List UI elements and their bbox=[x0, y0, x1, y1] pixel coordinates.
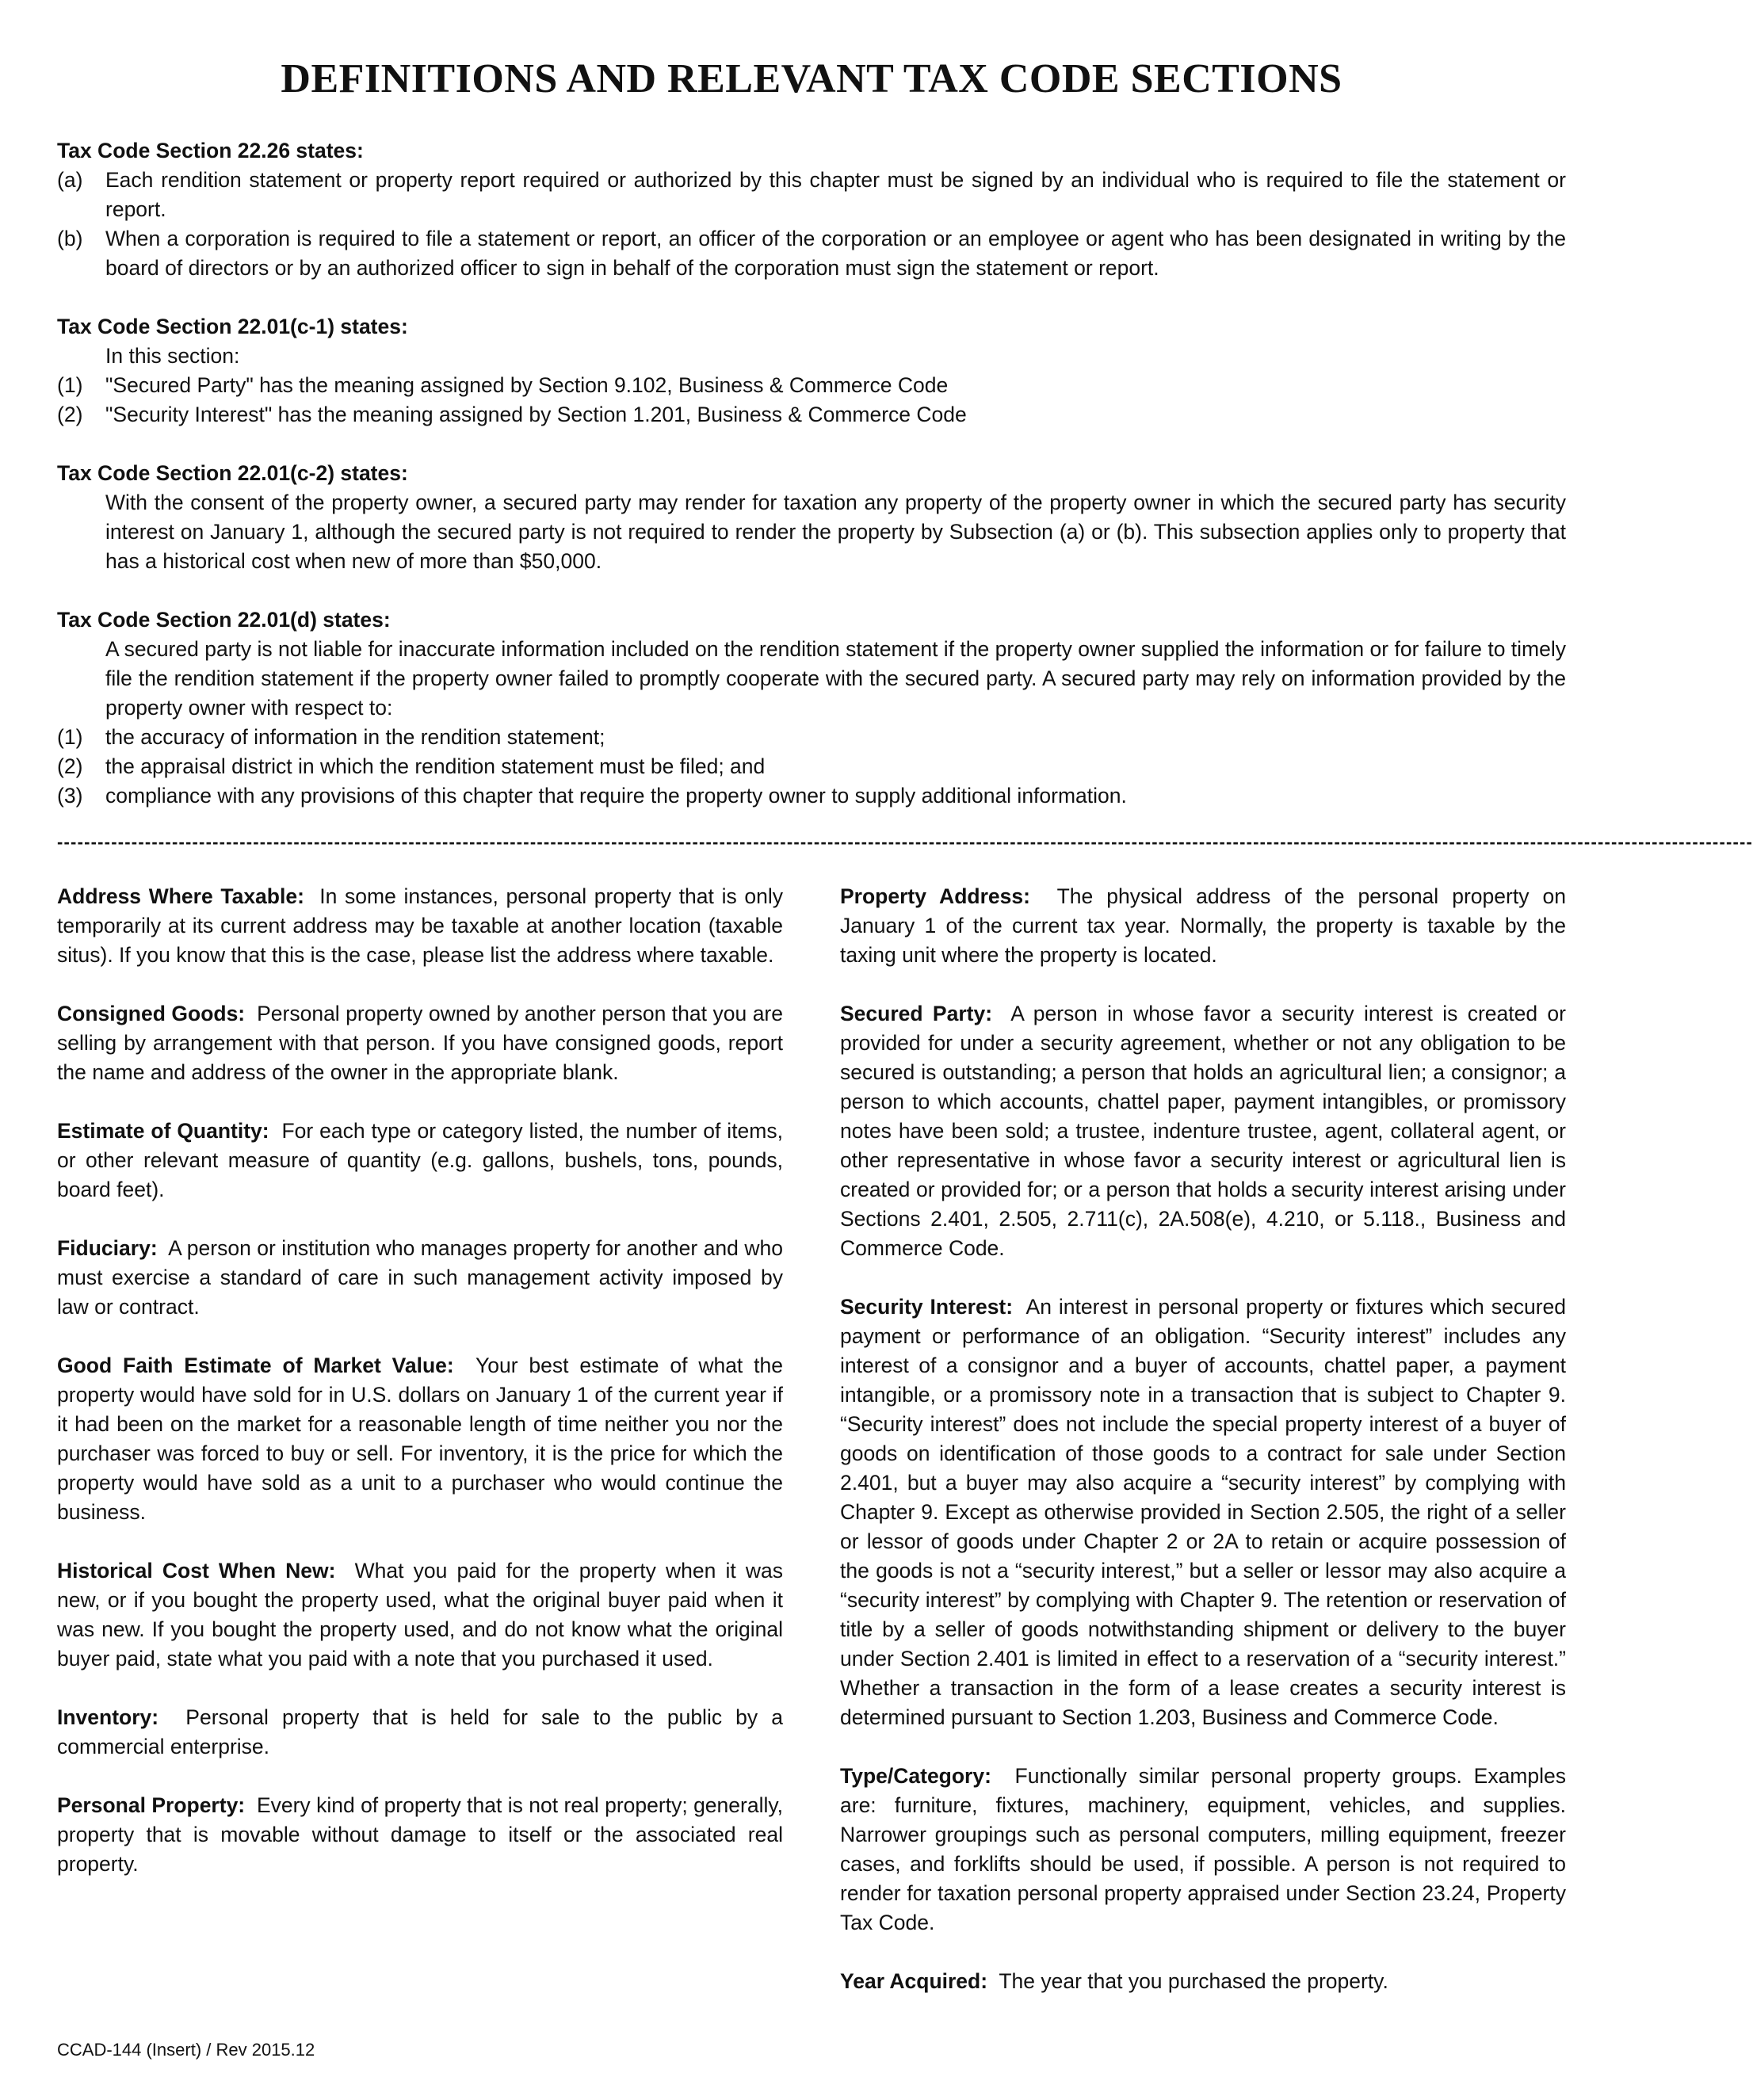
item-number: (2) bbox=[57, 754, 83, 778]
list-item bbox=[57, 371, 1566, 400]
definition-consigned-goods bbox=[57, 999, 783, 1087]
section-heading: Tax Code Section 22.26 states: bbox=[57, 139, 364, 162]
list-item bbox=[57, 224, 1566, 283]
definition-type-category bbox=[840, 1762, 1566, 1938]
definitions-left-column bbox=[57, 882, 783, 1908]
definition-text: Personal property that is held for sale to the public by a commercial enterprise. bbox=[57, 1705, 783, 1758]
definition-text: Your best estimate of what the property would have sold for in U.S. dollars on January 1 of the current year if it had been on the market for a reasonable length of time neither you nor the purchaser was forced to buy or sell. For inventory, it is the price for which the property would have sold as a unit to a purchaser who would continue the business. bbox=[57, 1354, 783, 1524]
definition-term: Inventory: bbox=[57, 1705, 159, 1729]
section-22-26 bbox=[57, 136, 1566, 283]
item-number: (1) bbox=[57, 373, 83, 397]
item-text: compliance with any provisions of this chapter that require the property owner to supply additional information. bbox=[105, 784, 1127, 808]
list-item bbox=[57, 752, 1566, 781]
definition-estimate-of-quantity bbox=[57, 1117, 783, 1205]
list-item bbox=[57, 781, 1566, 811]
section-heading: Tax Code Section 22.01(c-1) states: bbox=[57, 315, 408, 338]
definition-term: Personal Property: bbox=[57, 1793, 246, 1817]
definition-address-where-taxable bbox=[57, 882, 783, 970]
item-number: (2) bbox=[57, 403, 83, 426]
definition-term: Secured Party: bbox=[840, 1002, 993, 1025]
definition-text: For each type or category listed, the number of items, or other relevant measure of quantity (e.g. gallons, bushels, tons, pounds, board feet). bbox=[57, 1119, 783, 1201]
definition-personal-property bbox=[57, 1791, 783, 1879]
page-title: DEFINITIONS AND RELEVANT TAX CODE SECTIONS bbox=[281, 56, 1342, 101]
definition-text: A person in whose favor a security interest is created or provided for under a security agreement, whether or not any obligation to be secured is outstanding; a person that holds an agricultural lien; a consignor; a person to which accounts, chattel paper, payment intangibles, or promissory notes have been sold; a trustee, indenture trustee, agent, collateral agent, or other representative in whose favor a security interest or agricultural lien is created or provided for; or a person that holds a security interest arising under Sections 2.401, 2.505, 2.711(c), 2A.508(e), 4.210, or 5.118., Business and Commerce Code. bbox=[840, 1002, 1566, 1260]
item-text: "Security Interest" has the meaning assigned by Section 1.201, Business & Commerce Code bbox=[105, 403, 967, 426]
definition-term: Year Acquired: bbox=[840, 1969, 988, 1993]
definition-text: An interest in personal property or fixtures which secured payment or performance of an obligation. “Security interest” includes any interest of a consignor and a buyer of accounts, chattel paper, a payment intangible, or a promissory note in a transaction that is subject to Chapter 9. “Security interest” does not include the special property interest of a buyer of goods on identification of those goods to a contract for sale under Section 2.401, but a buyer may also acquire a “security interest” by complying with Chapter 9. Except as otherwise provided in Section 2.505, the right of a seller or lessor of goods under Chapter 2 or 2A to retain or acquire possession of the goods is not a “security interest,” but a seller or lessor may also acquire a “security interest” by complying with Chapter 9. The retention or reservation of title by a seller of goods notwithstanding shipment or delivery to the buyer under Section 2.401 is limited in effect to a reservation of a “security interest.” Whether a transaction in the form of a lease creates a security interest is determined pursuant to Section 1.203, Business and Commerce Code. bbox=[840, 1295, 1566, 1729]
definition-good-faith-estimate bbox=[57, 1351, 783, 1527]
item-text: the accuracy of information in the rendition statement; bbox=[105, 725, 605, 749]
item-text: "Secured Party" has the meaning assigned by Section 9.102, Business & Commerce Code bbox=[105, 373, 949, 397]
definition-inventory bbox=[57, 1703, 783, 1762]
definition-historical-cost bbox=[57, 1556, 783, 1674]
definition-text: The physical address of the personal property on January 1 of the current tax year. Normally, the property is taxable by the taxing unit where the property is located. bbox=[840, 884, 1566, 967]
item-number: (a) bbox=[57, 168, 83, 192]
definition-text: What you paid for the property when it was new, or if you bought the property used, what the original buyer paid when it was new. If you bought the property used, and do not know what the original buyer paid, state what you paid with a note that you purchased it used. bbox=[57, 1559, 783, 1670]
section-intro: In this section: bbox=[105, 344, 240, 368]
list-item bbox=[57, 723, 1566, 752]
definition-term: Fiduciary: bbox=[57, 1236, 158, 1260]
definition-property-address bbox=[840, 882, 1566, 970]
item-text: the appraisal district in which the rendition statement must be filed; and bbox=[105, 754, 766, 778]
definition-text: Functionally similar personal property groups. Examples are: furniture, fixtures, machinery, equipment, vehicles, and supplies. Narrower groupings such as personal computers, milling equipment, freezer cases, and forklifts should be used, if possible. A person is not required to render for taxation personal property appraised under Section 23.24, Property Tax Code. bbox=[840, 1764, 1566, 1934]
definitions-right-column bbox=[840, 882, 1566, 2026]
definition-text: The year that you purchased the property. bbox=[999, 1969, 1388, 1993]
definition-fiduciary bbox=[57, 1234, 783, 1322]
definition-text: Every kind of property that is not real property; generally, property that is movable without damage to itself or the associated real property. bbox=[57, 1793, 784, 1876]
definition-text: In some instances, personal property that is only temporarily at its current address may be taxable at another location (taxable situs). If you know that this is the case, please list the address where taxable. bbox=[57, 884, 783, 967]
definition-term: Property Address: bbox=[840, 884, 1030, 908]
form-footer: CCAD-144 (Insert) / Rev 2015.12 bbox=[57, 2040, 315, 2060]
section-intro: A secured party is not liable for inaccurate information included on the rendition statement if the property owner supplied the information or for failure to timely file the rendition statement if the property owner failed to promptly cooperate with the secured party. A secured party may rely on information provided by the property owner with respect to: bbox=[105, 637, 1566, 720]
section-heading: Tax Code Section 22.01(c-2) states: bbox=[57, 461, 408, 485]
definition-term: Type/Category: bbox=[840, 1764, 991, 1788]
item-number: (3) bbox=[57, 784, 83, 808]
section-intro: With the consent of the property owner, a secured party may render for taxation any property of the property owner in which the secured party has security interest on January 1, although the secured party is not required to render the property by Subsection (a) or (b). This subsection applies only to property that has a historical cost when new of more than $50,000. bbox=[105, 491, 1566, 573]
item-number: (b) bbox=[57, 227, 83, 250]
item-number: (1) bbox=[57, 725, 83, 749]
definition-security-interest bbox=[840, 1292, 1566, 1732]
definition-year-acquired bbox=[840, 1967, 1566, 1996]
section-heading: Tax Code Section 22.01(d) states: bbox=[57, 608, 391, 632]
definition-term: Consigned Goods: bbox=[57, 1002, 246, 1025]
definition-term: Estimate of Quantity: bbox=[57, 1119, 269, 1143]
list-item bbox=[57, 400, 1566, 430]
definition-term: Historical Cost When New: bbox=[57, 1559, 336, 1583]
definition-term: Address Where Taxable: bbox=[57, 884, 304, 908]
dashed-separator: ----------------------------------------------------------------------------------------------------------------------------------------------------------------------------------------------------------------------------------------------------------- bbox=[57, 832, 1753, 852]
item-text: When a corporation is required to file a statement or report, an officer of the corporation or an employee or agent who has been designated in writing by the board of directors or by an authorized officer to sign in behalf of the corporation must sign the statement or report. bbox=[105, 227, 1566, 280]
list-item bbox=[57, 166, 1566, 224]
definition-term: Good Faith Estimate of Market Value: bbox=[57, 1354, 454, 1377]
definition-term: Security Interest: bbox=[840, 1295, 1014, 1319]
definition-secured-party bbox=[840, 999, 1566, 1263]
section-22-01-c1 bbox=[57, 312, 1566, 430]
definition-text: Personal property owned by another person that you are selling by arrangement with that person. If you have consigned goods, report the name and address of the owner in the appropriate blank. bbox=[57, 1002, 783, 1084]
section-22-01-c2 bbox=[57, 459, 1566, 576]
definition-text: A person or institution who manages property for another and who must exercise a standard of care in such management activity imposed by law or contract. bbox=[57, 1236, 783, 1319]
section-22-01-d bbox=[57, 605, 1566, 811]
tax-code-sections bbox=[57, 136, 1566, 840]
item-text: Each rendition statement or property report required or authorized by this chapter must be signed by an individual who is required to file the statement or report. bbox=[105, 168, 1566, 221]
